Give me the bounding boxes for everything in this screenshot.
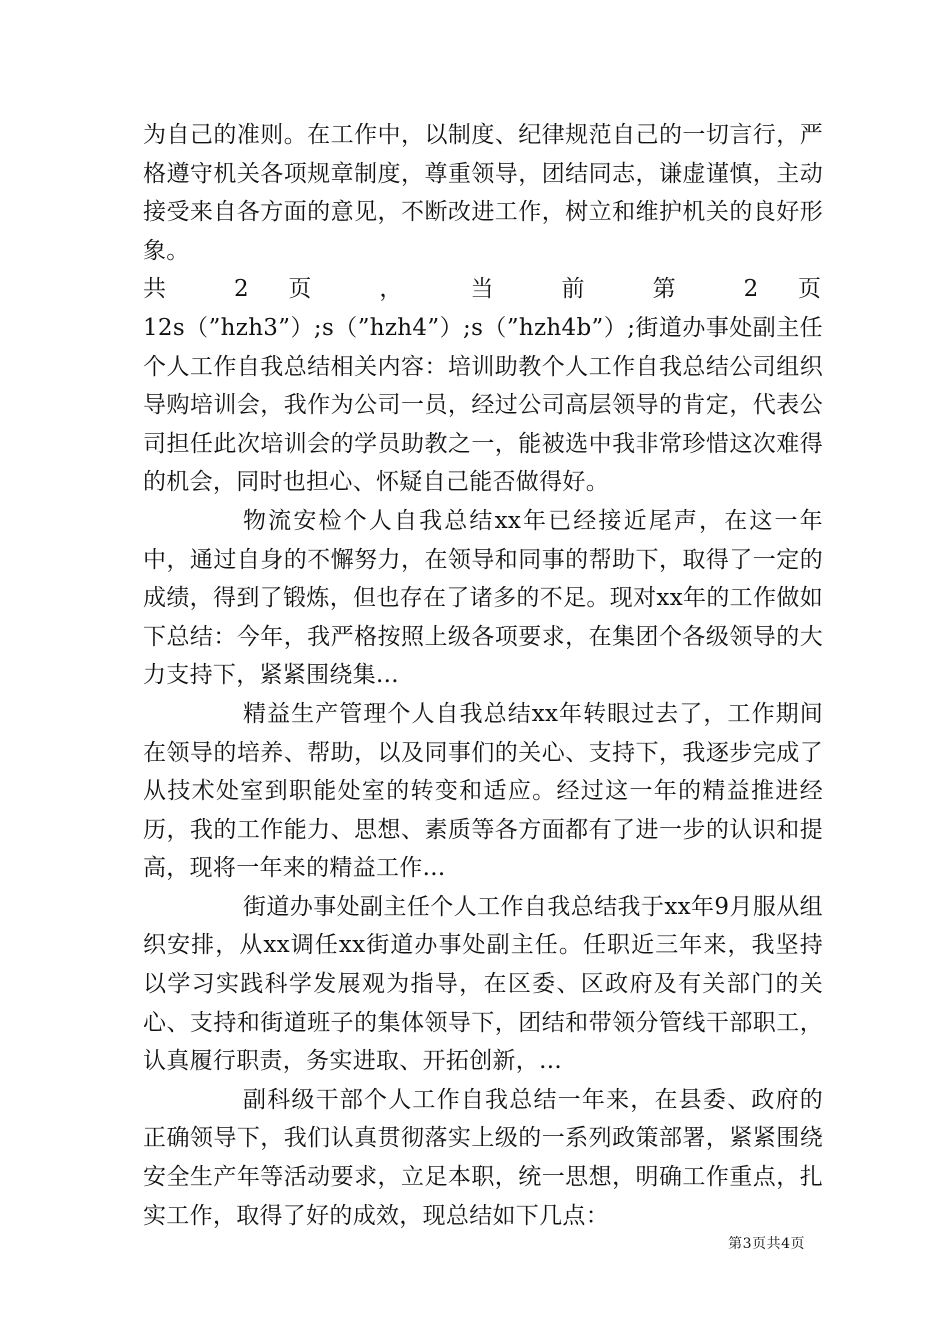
- document-body: [143, 116, 823, 1235]
- footer-page-number: 第3页共4页: [728, 1236, 805, 1252]
- paragraph-1: 为自己的准则。在工作中，以制度、纪律规范自己的一切言行，严格遵守机关各项规章制度，尊重领导，团结同志，谦虚谨慎，主动接受来自各方面的意见，不断改进工作，树立和维护机关的良好形象。: [143, 122, 823, 264]
- paragraph-6: 副科级干部个人工作自我总结一年来，在县委、政府的正确领导下，我们认真贯彻落实上级的一系列政策部署，紧紧围绕安全生产年等活动要求，立足本职，统一思想，明确工作重点，扎实工作，取得了好的成效，现总结如下几点：: [143, 1086, 823, 1229]
- paragraph-3: 物流安检个人自我总结xx年已经接近尾声，在这一年中，通过自身的不懈努力，在领导和同事的帮助下，取得了一定的成绩，得到了锻炼，但也存在了诸多的不足。现对xx年的工作做如下总结：今年，我严格按照上级各项要求，在集团个各级领导的大力支持下，紧紧围绕集...: [143, 507, 823, 689]
- paragraph-4: 精益生产管理个人自我总结xx年转眼过去了，工作期间在领导的培养、帮助，以及同事们的关心、支持下，我逐步完成了从技术处室到职能处室的转变和适应。经过这一年的精益推进经历，我的工作能力、思想、素质等各方面都有了进一步的认识和提高，现将一年来的精益工作...: [143, 700, 823, 882]
- inline-page-count: 共 2 页 ， 当 前 第 2 页: [143, 276, 823, 303]
- page-footer: [0, 1233, 805, 1253]
- paragraph-5: 街道办事处副主任个人工作自我总结我于xx年9月服从组织安排，从xx调任xx街道办事处副主任。任职近三年来，我坚持以学习实践科学发展观为指导，在区委、区政府及有关部门的关心、支持和街道班子的集体领导下，团结和带领分管线干部职工，认真履行职责，务实进取、开拓创新，...: [143, 893, 823, 1075]
- paragraph-2: 12s（”hzh3”）;s（”hzh4”）;s（”hzh4b”）;街道办事处副主任个人工作自我总结相关内容：培训助教个人工作自我总结公司组织导购培训会，我作为公司一员，经过公司高层领导的肯定，代表公司担任此次培训会的学员助教之一，能被选中我非常珍惜这次难得的机会，同时也担心、怀疑自己能否做得好。: [143, 314, 823, 496]
